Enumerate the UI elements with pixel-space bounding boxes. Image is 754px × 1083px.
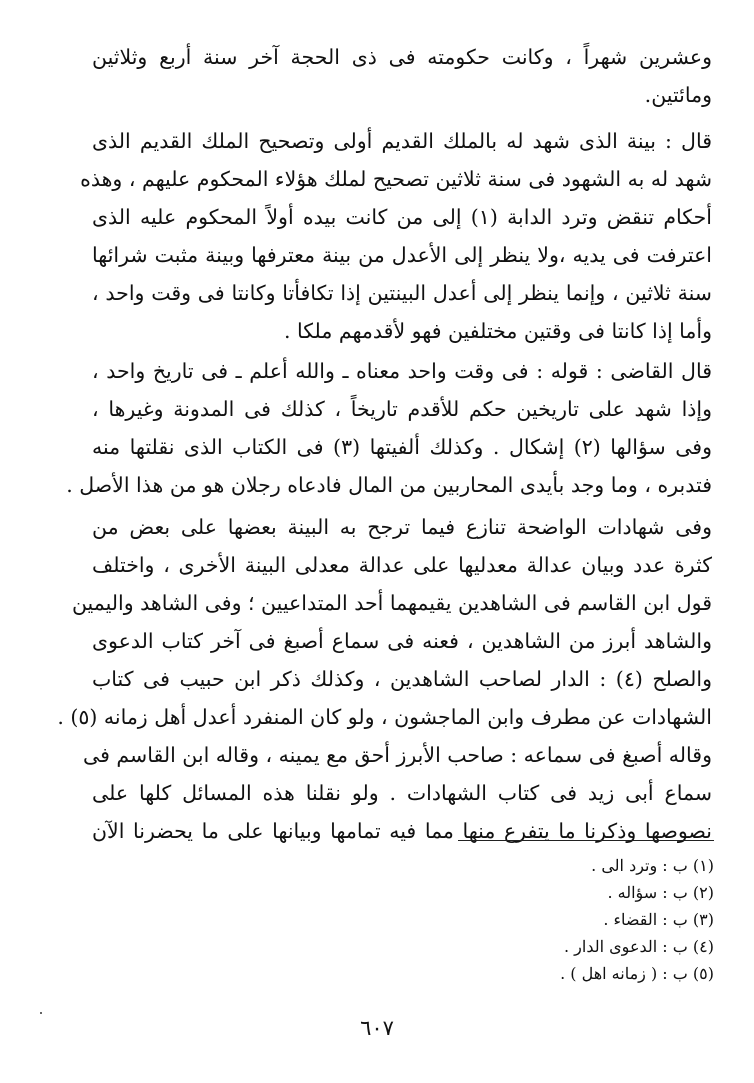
paragraph-1 [92,38,712,114]
text-line: اعترفت فى يديه ،ولا ينظر إلى الأعدل من بينة معترفها وبينة مثبت شرائها [92,243,712,267]
text-line: وإذا شهد على تاريخين حكم للأقدم تاريخاً ، كذلك فى المدونة وغيرها ، [92,397,712,421]
footnote-item: (٢) ب : سؤاله . [607,883,714,902]
footnote-item: (٥) ب : ( زمانه اهل ) . [560,964,714,983]
paragraph-3 [66,352,712,504]
text-line: وفى سؤالها (٢) إشكال . وكذلك ألفيتها (٣) فى الكتاب الذى نقلتها منه [92,435,712,459]
text-line: قال : بينة الذى شهد له بالملك القديم أولى وتصحيح الملك القديم الذى [92,129,712,153]
text-line: وقاله أصبغ فى سماعه : صاحب الأبرز أحق مع يمينه ، وقاله ابن القاسم فى [82,743,712,767]
text-line: قول ابن القاسم فى الشاهدين يقيمهما أحد المتداعيين ؛ وفى الشاهد واليمين [71,591,712,615]
text-line: سماع أبى زيد فى كتاب الشهادات . ولو نقلنا هذه المسائل كلها على [92,781,712,805]
paragraph-4 [57,508,712,850]
footnote-separator [458,840,714,841]
text-line: قال القاضى : قوله : فى وقت واحد معناه ـ والله أعلم ـ فى تاريخ واحد ، [92,359,712,383]
text-line: شهد له به الشهود فى سنة ثلاثين تصحيح لملك هؤلاء المحكوم عليهم ، وهذه [80,167,712,191]
text-line: أحكام تنقض وترد الدابة (١) إلى من كانت بيده أولاً المحكوم عليه الذى [92,205,712,229]
text-line: ومائتين. [644,83,712,107]
text-line: كثرة عدد وبيان عدالة معدليها على عدالة معدلى البينة الأخرى ، واختلف [92,553,712,577]
text-line: وأما إذا كانتا فى وقتين مختلفين فهو لأقدمهم ملكا . [283,319,712,343]
text-line: وفى شهادات الواضحة تنازع فيما ترجح به البينة بعضها على بعض من [92,515,712,539]
text-line: فتدبره ، وما وجد بأيدى المحاربين من المال فادعاه رجلان هو من هذا الأصل . [66,473,712,497]
footnotes [394,852,714,987]
text-line: والشاهد أبرز من الشاهدين ، فعنه فى سماع أصبغ فى آخر كتاب الدعوى [92,629,712,653]
text-line: سنة ثلاثين ، وإنما ينظر إلى أعدل البينتين إذا تكافأتا وكانتا فى وقت واحد ، [92,281,712,305]
footnote-item: (٤) ب : الدعوى الدار . [564,937,714,956]
paragraph-2 [80,122,712,350]
text-line: والصلح (٤) : الدار لصاحب الشاهدين ، وكذلك ذكر ابن حبيب فى كتاب [92,667,712,691]
scan-speck [40,1012,42,1014]
text-line: وعشرين شهراً ، وكانت حكومته فى ذى الحجة آخر سنة أربع وثلاثين [92,45,712,69]
text-line: الشهادات عن مطرف وابن الماجشون ، ولو كان المنفرد أعدل أهل زمانه (٥) . [57,705,712,729]
page-number: ٦٠٧ [360,1016,394,1040]
text-line: نصوصها وذكرنا ما يتفرع منها مما فيه تمامها وبيانها على ما يحضرنا الآن [92,819,712,843]
footnote-item: (٣) ب : القضاء . [603,910,714,929]
footnote-item: (١) ب : وترد الى . [591,856,714,875]
